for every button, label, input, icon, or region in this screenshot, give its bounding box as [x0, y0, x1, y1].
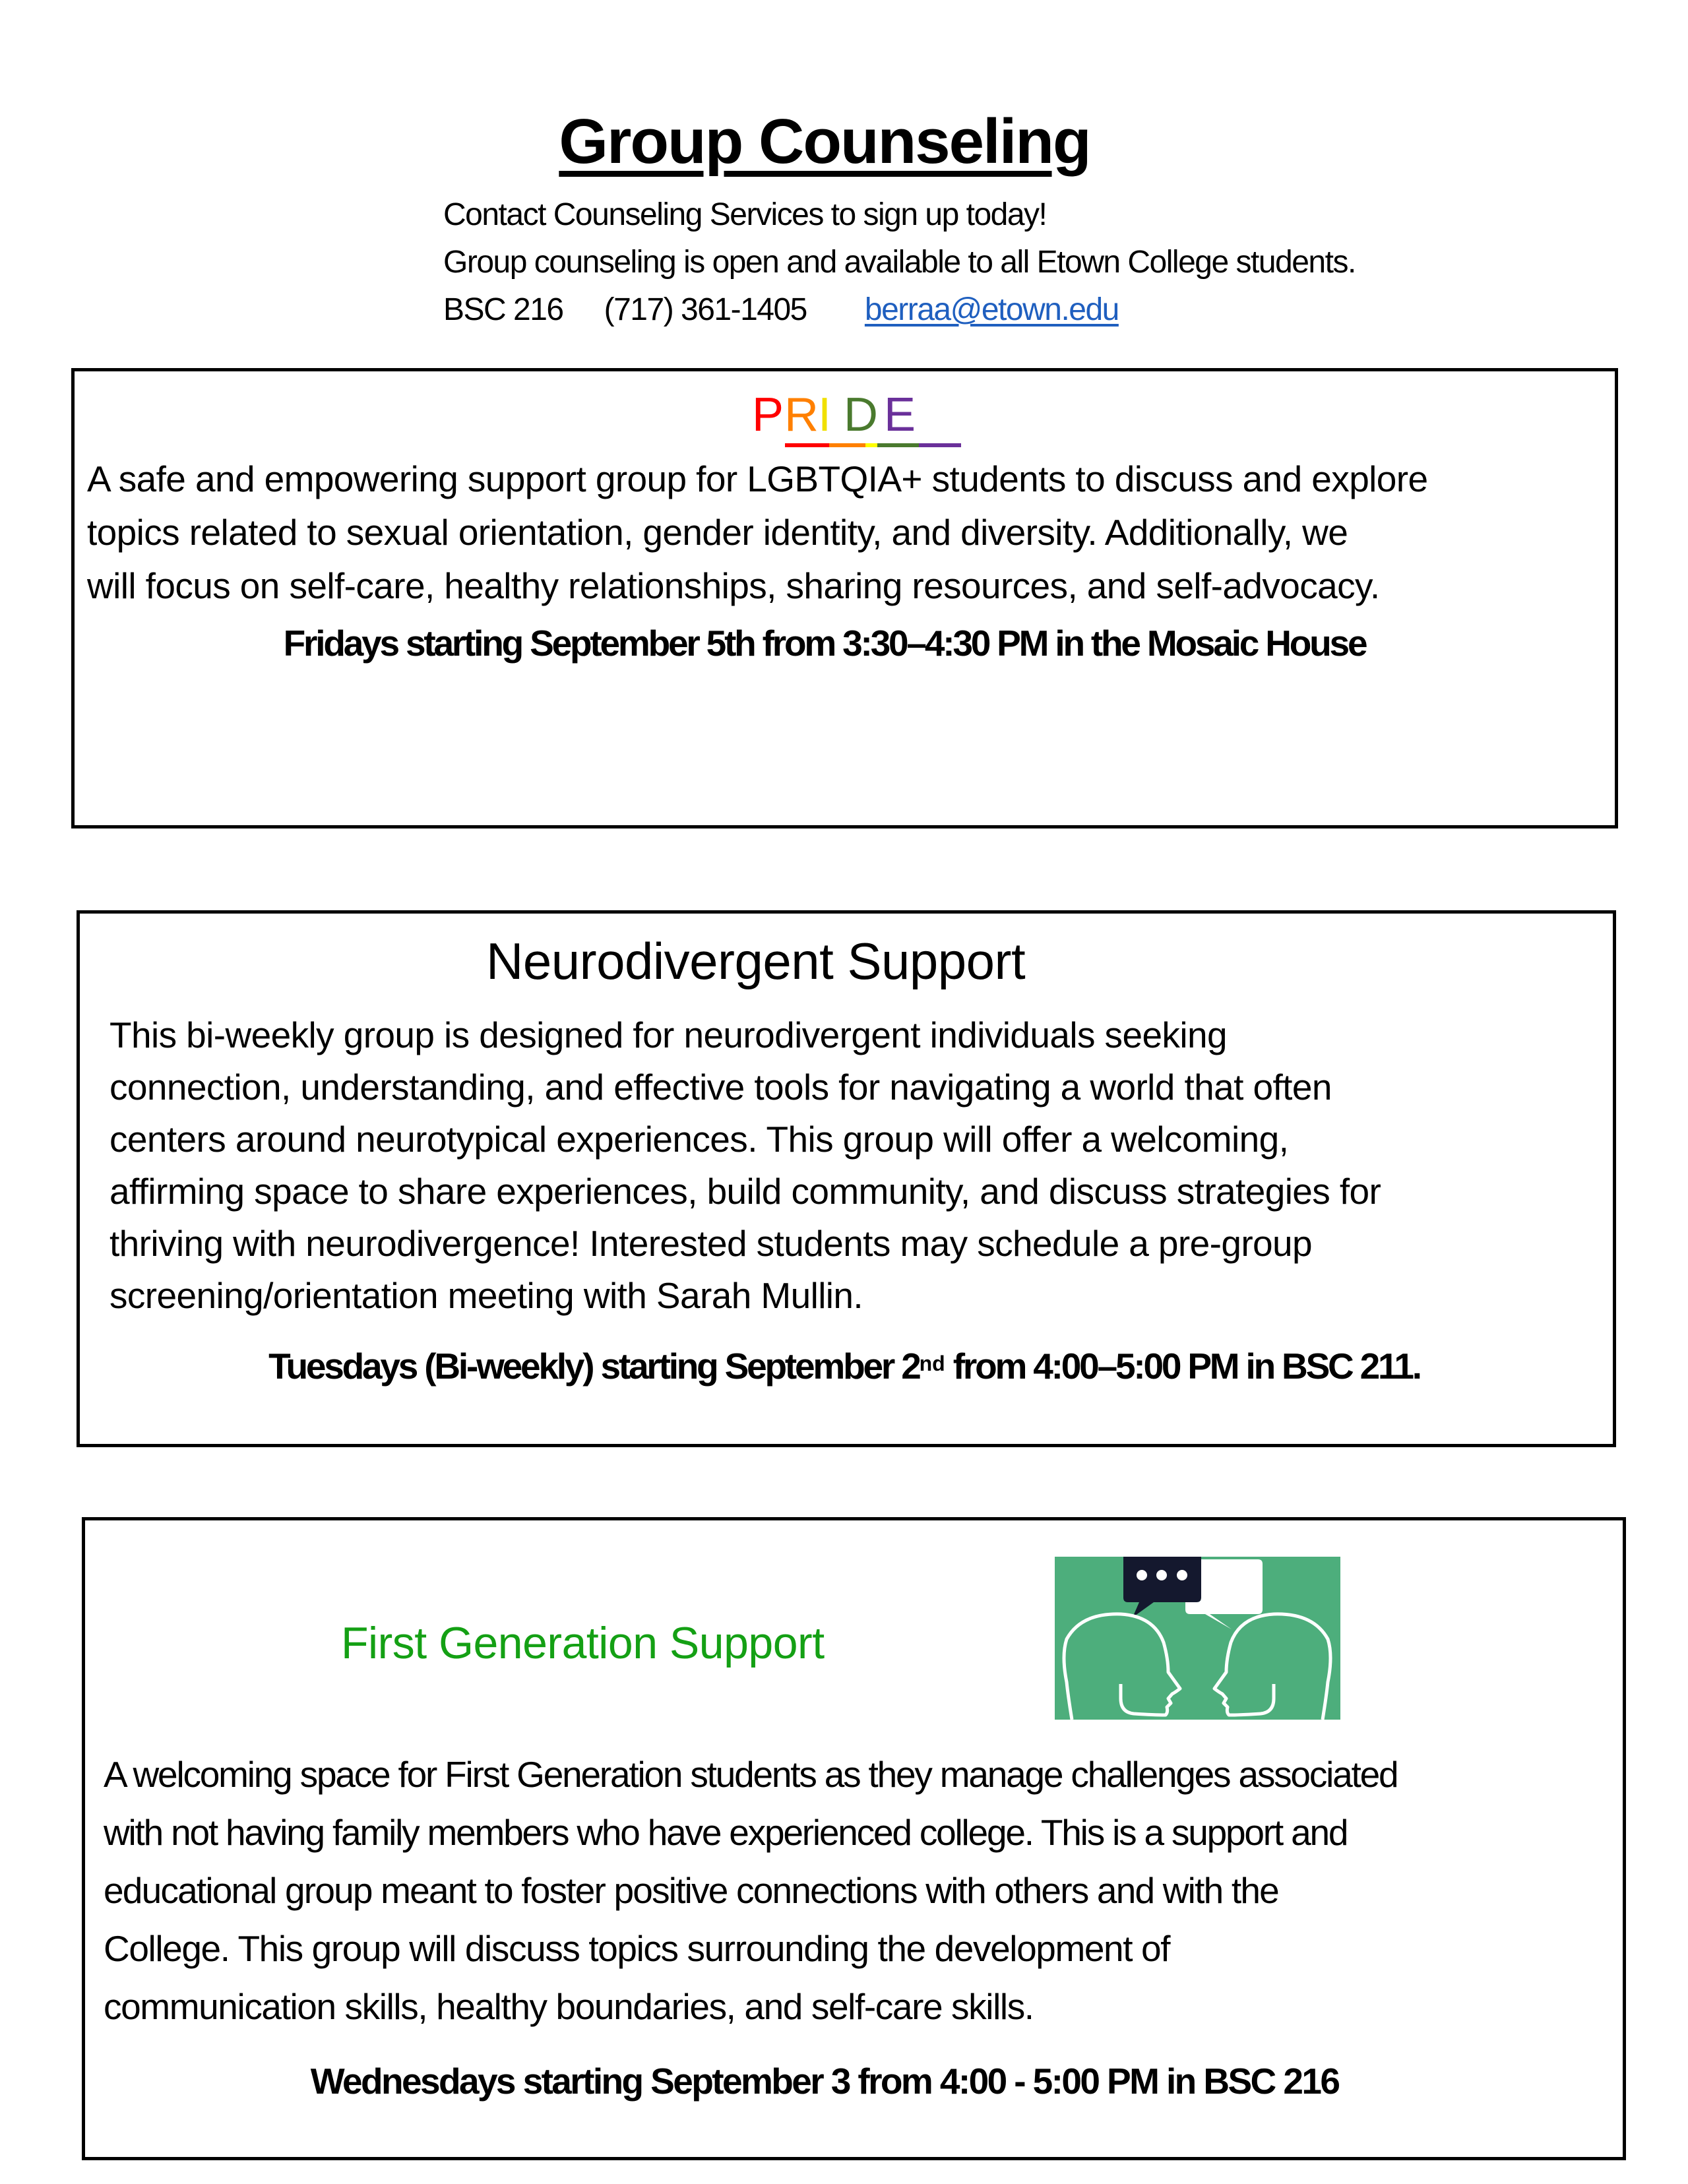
- pride-letter: P: [752, 389, 785, 441]
- neuro-description-line: affirming space to share experiences, build community, and discuss strategies for: [109, 1171, 1381, 1212]
- neuro-description-line: This bi-weekly group is designed for neurodivergent individuals seeking: [109, 1014, 1227, 1055]
- pride-description-line: A safe and empowering support group for LGBTQIA+ students to discuss and explore: [87, 458, 1428, 499]
- neuro-description-line: connection, understanding, and effective tools for navigating a world that often: [109, 1067, 1332, 1108]
- pride-title: [752, 389, 916, 441]
- contact-line: [443, 290, 1119, 330]
- signup-line: Contact Counseling Services to sign up today!: [443, 197, 1047, 232]
- first-gen-title: First Generation Support: [341, 1618, 825, 1668]
- pride-description-line: will focus on self-care, healthy relationships, sharing resources, and self-advocacy.: [87, 565, 1380, 606]
- neuro-description-line: screening/orientation meeting with Sarah Mullin.: [109, 1275, 863, 1316]
- neuro-schedule-date: Tuesdays (Bi-weekly) starting September 2: [268, 1346, 920, 1387]
- first-gen-description-line: with not having family members who have experienced college. This is a support and: [104, 1812, 1348, 1853]
- office-location: BSC 216: [443, 292, 563, 327]
- first-gen-schedule: Wednesdays starting September 3 from 4:00 - 5:00 PM in BSC 216: [310, 2061, 1339, 2102]
- first-gen-description-line: College. This group will discuss topics surrounding the development of: [104, 1928, 1170, 1969]
- phone-number: (717) 361-1405: [604, 292, 807, 327]
- first-gen-description-line: educational group meant to foster positive connections with others and with the: [104, 1870, 1278, 1911]
- pride-underline-orange: [829, 443, 865, 447]
- first-gen-description-line: communication skills, healthy boundaries, and self-care skills.: [104, 1986, 1034, 2027]
- pride-schedule: Fridays starting September 5th from 3:30–4:30 PM in the Mosaic House: [283, 623, 1366, 664]
- neuro-description-line: centers around neurotypical experiences. This group will offer a welcoming,: [109, 1119, 1289, 1160]
- email-link[interactable]: berraa@etown.edu: [864, 292, 1119, 327]
- pride-description-line: topics related to sexual orientation, gender identity, and diversity. Additionally, we: [87, 512, 1348, 553]
- availability-line: Group counseling is open and available to all Etown College students.: [443, 245, 1356, 280]
- pride-letter: R: [784, 389, 820, 441]
- pride-underline-green: [877, 443, 919, 447]
- pride-letter: I: [818, 389, 832, 441]
- neuro-description-line: thriving with neurodivergence! Interested students may schedule a pre-group: [109, 1223, 1313, 1264]
- bubble-dot: [1177, 1570, 1187, 1580]
- ordinal-suffix: nd: [919, 1352, 945, 1375]
- neurodivergent-title: Neurodivergent Support: [486, 932, 1026, 990]
- first-gen-description-line: A welcoming space for First Generation students as they manage challenges associated: [104, 1754, 1398, 1795]
- neuro-schedule-time: from 4:00–5:00 PM in BSC 211.: [945, 1346, 1420, 1387]
- two-heads-conversation-icon: [1055, 1557, 1340, 1720]
- pride-letter: E: [884, 389, 917, 441]
- pride-underline-yellow: [865, 443, 877, 447]
- bubble-dot: [1156, 1570, 1167, 1580]
- bubble-dot: [1137, 1570, 1147, 1580]
- page-title: Group Counseling: [559, 106, 1090, 177]
- neuro-schedule: [0, 1343, 1688, 1389]
- pride-underline-purple: [919, 443, 961, 447]
- pride-letter: D: [844, 389, 879, 441]
- pride-underline-red: [785, 443, 829, 447]
